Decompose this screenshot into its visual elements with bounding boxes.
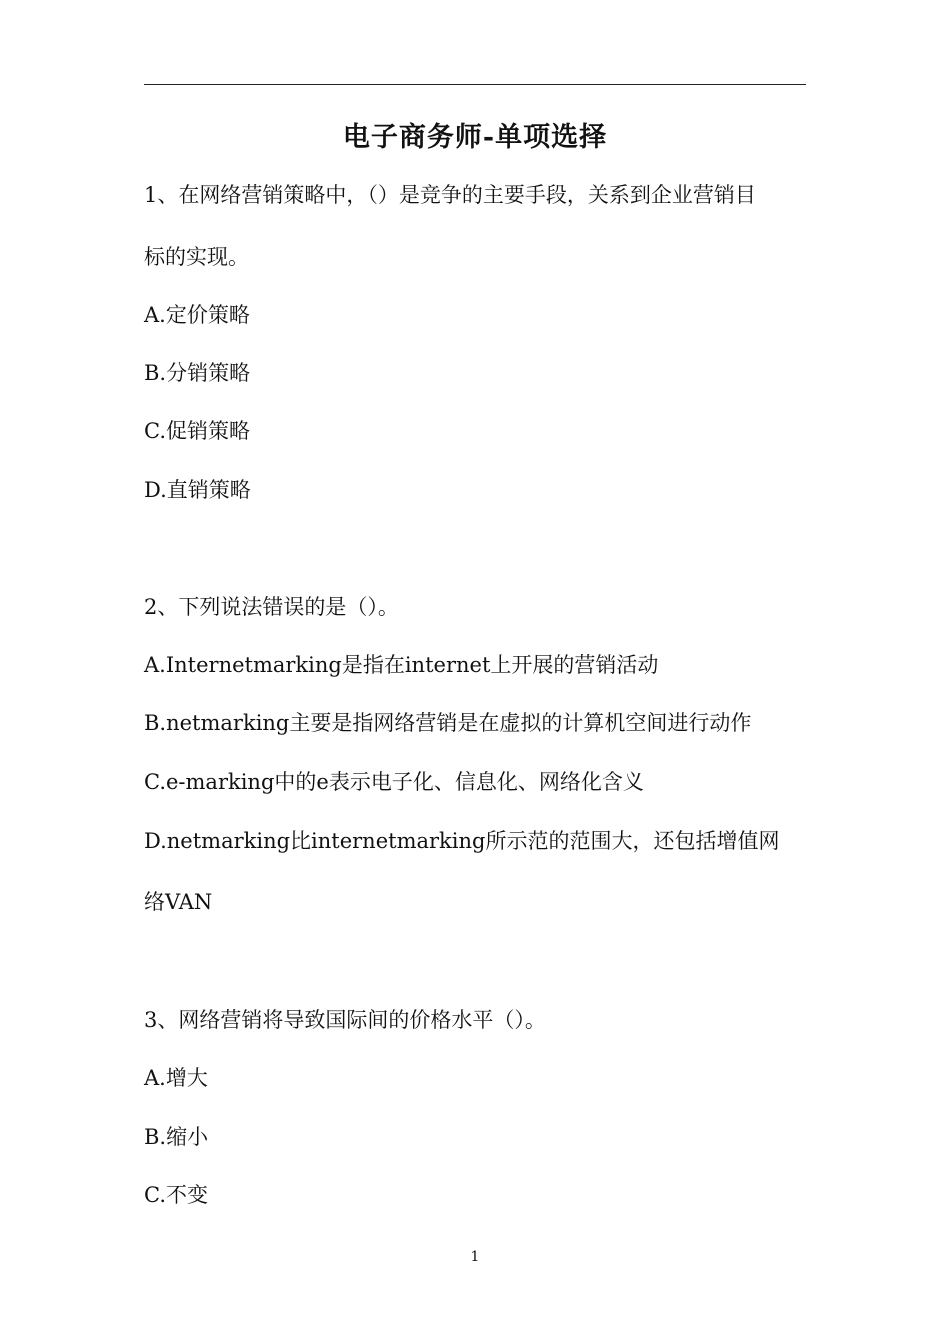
- question-1-option-d: D.直销策略: [144, 478, 251, 502]
- question-2-option-d: D.netmarking比internetmarking所示范的范围大，还包括增值网: [144, 829, 780, 853]
- question-2-stem: 2、下列说法错误的是（）。: [144, 595, 399, 619]
- question-1-option-a: A.定价策略: [144, 303, 250, 327]
- question-3-option-b: B.缩小: [144, 1125, 209, 1149]
- question-2-option-c: C.e-marking中的e表示电子化、信息化、网络化含义: [144, 770, 644, 794]
- question-2-option-b: B.netmarking主要是指网络营销是在虚拟的计算机空间进行动作: [144, 711, 752, 735]
- question-1-option-b: B.分销策略: [144, 361, 251, 385]
- header-rule: [144, 84, 806, 85]
- question-3-option-a: A.增大: [144, 1066, 208, 1090]
- question-2-option-a: A.Internetmarking是指在internet上开展的营销活动: [144, 653, 659, 677]
- question-2-option-d-continued: 络VAN: [144, 890, 213, 914]
- question-3-option-c: C.不变: [144, 1183, 208, 1207]
- document-title: 电子商务师-单项选择: [342, 122, 608, 153]
- question-1-stem: 1、在网络营销策略中，（）是竞争的主要手段，关系到企业营销目: [144, 183, 756, 207]
- question-1-stem-continued: 标的实现。: [144, 245, 249, 269]
- question-1-option-c: C.促销策略: [144, 419, 250, 443]
- question-3-stem: 3、网络营销将导致国际间的价格水平（）。: [144, 1008, 546, 1032]
- page-number: 1: [470, 1249, 480, 1265]
